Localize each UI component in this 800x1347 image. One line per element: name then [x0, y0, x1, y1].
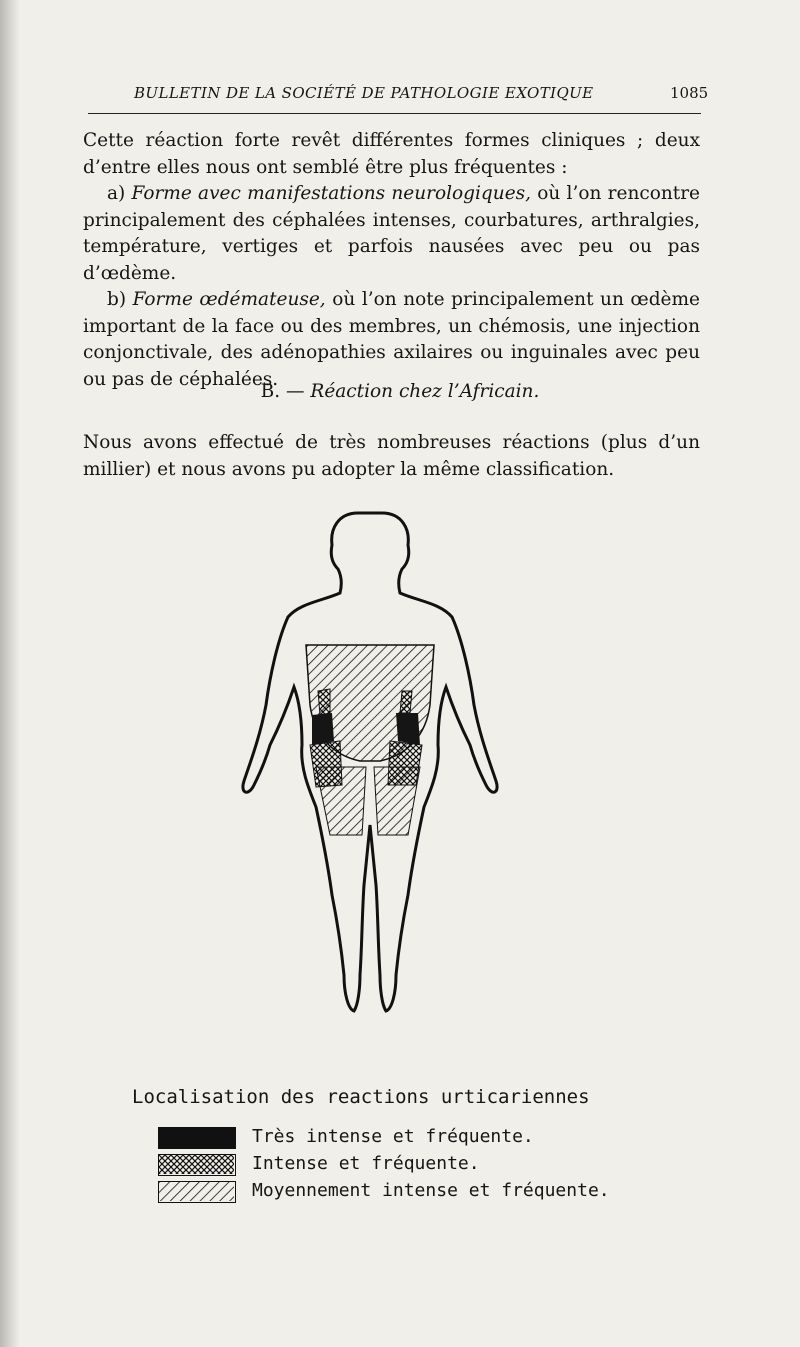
running-head: BULLETIN DE LA SOCIÉTÉ DE PATHOLOGIE EXOTIQUE — [134, 84, 594, 102]
section-heading — [0, 381, 800, 402]
africain-paragraph: Nous avons effectué de très nombreuses réactions (plus d’un millier) et nous avons pu adopter la même classification. — [83, 432, 700, 480]
body-text-upper — [83, 128, 700, 393]
header-rule — [88, 113, 701, 114]
intro-paragraph: Cette réaction forte revêt différentes formes cliniques ; deux d’entre elles nous ont semblé être plus fréquentes : — [83, 130, 700, 178]
legend-label-hatch: Moyennement intense et fréquente. — [252, 1180, 610, 1201]
body-text-lower — [83, 430, 700, 483]
solid-flank-right — [396, 713, 420, 745]
solid-flank-left — [312, 713, 334, 745]
figure-caption: Localisation des reactions urticariennes — [132, 1086, 590, 1108]
form-b-marker: b) — [107, 289, 127, 310]
legend-swatch-solid — [158, 1127, 236, 1149]
form-b-paragraph — [83, 287, 700, 393]
crosshatch-hip-right — [388, 741, 422, 785]
form-a-title: Forme avec manifestations neurologiques, — [131, 183, 532, 204]
page-number: 1085 — [670, 84, 709, 102]
form-a-marker: a) — [107, 183, 126, 204]
form-b-text: où l’on note principalement un œdème important de la face ou des membres, un chémosis, une injection conjonctivale, des adénopathies axilaires ou inguinales avec peu ou pas de céphalées. — [83, 289, 700, 390]
form-a-text: où l’on rencontre principalement des céphalées intenses, courbatures, arthralgies, température, vertiges et parfois nausées avec peu ou pas d’œdème. — [83, 183, 700, 284]
section-letter: B. — — [260, 381, 305, 402]
crosshatch-flank-right — [400, 691, 412, 713]
page-gutter-shadow — [0, 0, 20, 1347]
crosshatch-hip-left — [310, 741, 342, 787]
body-figure — [230, 505, 500, 1029]
legend-label-solid: Très intense et fréquente. — [252, 1126, 534, 1147]
body-outline — [243, 513, 497, 1011]
section-title: Réaction chez l’Africain. — [310, 381, 540, 402]
form-b-title: Forme œdémateuse, — [132, 289, 326, 310]
form-a-paragraph — [83, 181, 700, 287]
legend-label-crosshatch: Intense et fréquente. — [252, 1153, 480, 1174]
legend-swatch-crosshatch — [158, 1154, 236, 1176]
human-figure-diagram — [230, 505, 500, 1025]
legend-swatch-hatch — [158, 1181, 236, 1203]
crosshatch-flank-left — [318, 689, 330, 715]
